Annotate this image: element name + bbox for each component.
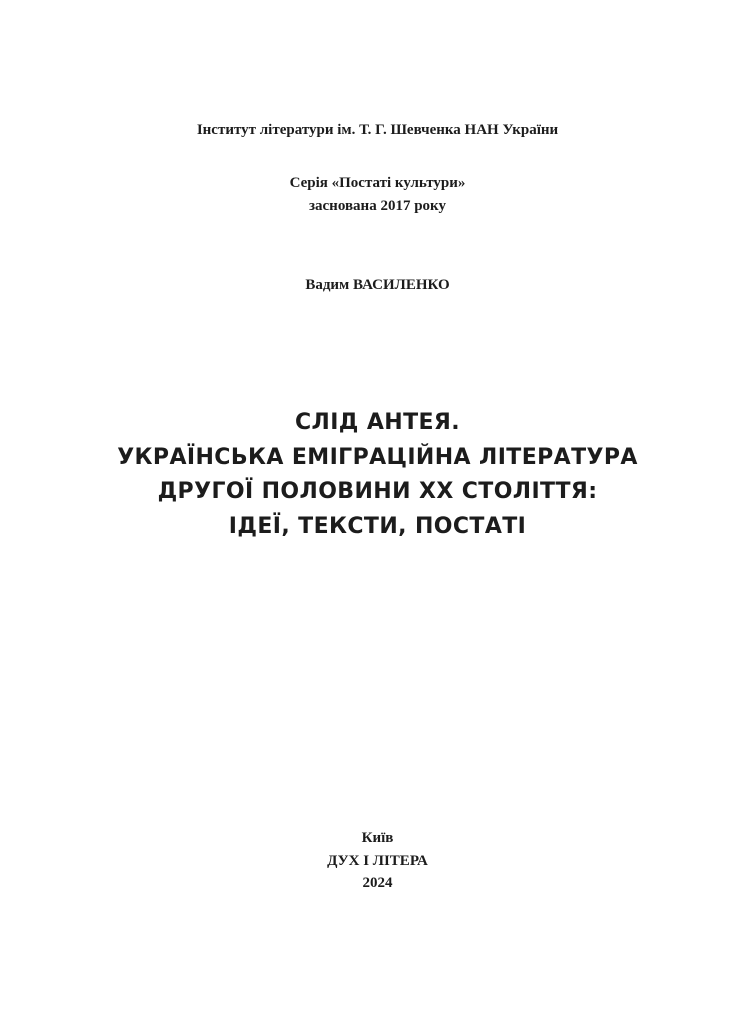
title-line-4: ІДЕЇ, ТЕКСТИ, ПОСТАТІ (228, 513, 527, 539)
title-line-3: ДРУГОЇ ПОЛОВИНИ XX СТОЛІТТЯ: (157, 479, 598, 504)
institute-name: Інститут літератури ім. Т. Г. Шевченка НАН України (196, 122, 559, 138)
series-name: Серія «Постаті культури» (289, 175, 466, 191)
series-founded: заснована 2017 року (309, 198, 446, 214)
title-line-2: УКРАЇНСЬКА ЕМІГРАЦІЙНА ЛІТЕРАТУРА (117, 444, 638, 470)
imprint-publisher: ДУХ І ЛІТЕРА (327, 853, 428, 869)
imprint-year: 2024 (362, 875, 393, 891)
title-line-1: СЛІД АНТЕЯ. (294, 410, 461, 435)
author-name: Вадим ВАСИЛЕНКО (305, 277, 450, 293)
imprint-city: Київ (361, 830, 394, 846)
book-title (0, 406, 755, 544)
